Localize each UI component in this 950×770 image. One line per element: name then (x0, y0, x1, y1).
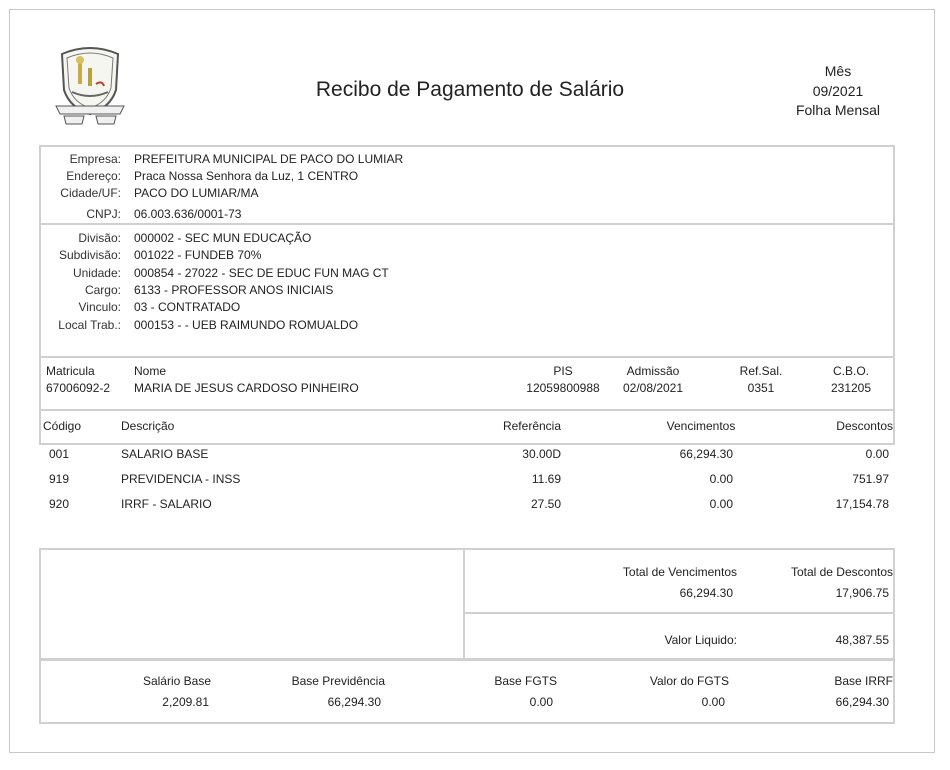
row-referencia: 11.69 (531, 472, 561, 486)
unit-label: Unidade: (72, 266, 121, 280)
base-previdencia-label: Base Previdência (291, 674, 385, 688)
salario-base-label: Salário Base (142, 674, 211, 688)
row-descontos: 17,154.78 (835, 497, 889, 511)
total-vencimentos-label: Total de Vencimentos (622, 565, 737, 579)
base-irrf-label: Base IRRF (834, 674, 893, 688)
matricula-label: Matricula (46, 364, 95, 378)
document-title: Recibo de Pagamento de Salário (315, 78, 625, 101)
valor-fgts-value: 0.00 (701, 695, 725, 709)
matricula-value: 67006092-2 (46, 381, 111, 395)
payroll-type: Folha Mensal (795, 102, 881, 118)
row-descricao: PREVIDENCIA - INSS (121, 472, 241, 486)
cnpj-value: 06.003.636/0001-73 (134, 207, 242, 221)
subdivision-label: Subdivisão: (58, 248, 121, 262)
municipal-coat-of-arms-icon (50, 40, 130, 128)
divider (465, 612, 893, 614)
unit-value: 000854 - 27022 - SEC DE EDUC FUN MAG CT (134, 266, 389, 280)
base-fgts-value: 0.00 (529, 695, 553, 709)
bond-label: Vinculo: (78, 300, 121, 314)
pis-label: PIS (553, 364, 573, 378)
admission-label: Admissão (626, 364, 680, 378)
divider (41, 658, 893, 661)
employee-name: MARIA DE JESUS CARDOSO PINHEIRO (134, 381, 359, 395)
col-codigo: Código (43, 419, 82, 433)
workplace-label: Local Trab.: (58, 318, 121, 332)
employer-employee-info-box (39, 145, 895, 445)
admission-value: 02/08/2021 (622, 381, 684, 395)
row-vencimentos: 66,294.30 (679, 447, 733, 461)
row-codigo: 001 (49, 447, 70, 461)
valor-fgts-label: Valor do FGTS (649, 674, 729, 688)
cnpj-label: CNPJ: (86, 207, 121, 221)
total-descontos-label: Total de Descontos (790, 565, 893, 579)
ref-sal-value: 0351 (747, 381, 775, 395)
row-descricao: SALARIO BASE (121, 447, 209, 461)
divider (41, 223, 893, 225)
cbo-value: 231205 (830, 381, 872, 395)
total-descontos-value: 17,906.75 (835, 586, 889, 600)
row-vencimentos: 0.00 (709, 497, 733, 511)
name-label: Nome (134, 364, 167, 378)
totals-box (39, 548, 895, 724)
pis-value: 12059800988 (526, 381, 600, 395)
col-vencimentos: Vencimentos (666, 419, 736, 433)
payslip-table-body (39, 445, 895, 525)
table-row (39, 497, 895, 514)
bond-value: 03 - CONTRATADO (134, 300, 241, 314)
ref-sal-label: Ref.Sal. (739, 364, 783, 378)
col-descricao: Descrição (121, 419, 175, 433)
month-value: 09/2021 (812, 82, 864, 99)
workplace-value: 000153 - - UEB RAIMUNDO ROMUALDO (134, 318, 359, 332)
base-previdencia-value: 66,294.30 (327, 695, 381, 709)
row-descontos: 751.97 (852, 472, 889, 486)
divider (41, 356, 893, 358)
division-value: 000002 - SEC MUN EDUCAÇÃO (134, 231, 312, 245)
row-vencimentos: 0.00 (709, 472, 733, 486)
row-referencia: 27.50 (530, 497, 561, 511)
net-value: 48,387.55 (835, 633, 889, 647)
position-label: Cargo: (84, 283, 121, 297)
month-label: Mês (824, 63, 852, 79)
row-codigo: 920 (49, 497, 70, 511)
row-codigo: 919 (49, 472, 70, 486)
row-descricao: IRRF - SALARIO (121, 497, 212, 511)
city-value: PACO DO LUMIAR/MA (134, 186, 259, 200)
col-descontos: Descontos (836, 419, 893, 433)
period-block (780, 62, 896, 121)
division-label: Divisão: (78, 231, 121, 245)
total-vencimentos-value: 66,294.30 (679, 586, 733, 600)
subdivision-value: 001022 - FUNDEB 70% (134, 248, 262, 262)
city-label: Cidade/UF: (60, 186, 121, 200)
base-irrf-value: 66,294.30 (835, 695, 889, 709)
col-referencia: Referência (502, 419, 561, 433)
cbo-label: C.B.O. (832, 364, 869, 378)
row-referencia: 30.00D (522, 447, 561, 461)
company-label: Empresa: (69, 152, 121, 166)
divider (41, 409, 893, 411)
base-fgts-label: Base FGTS (494, 674, 557, 688)
salario-base-value: 2,209.81 (162, 695, 209, 709)
table-row (39, 447, 895, 464)
company-value: PREFEITURA MUNICIPAL DE PACO DO LUMIAR (134, 152, 404, 166)
address-value: Praca Nossa Senhora da Luz, 1 CENTRO (134, 169, 359, 183)
table-row (39, 472, 895, 489)
divider (463, 550, 465, 658)
address-label: Endereço: (66, 169, 121, 183)
position-value: 6133 - PROFESSOR ANOS INICIAIS (134, 283, 334, 297)
net-value-label: Valor Liquido: (664, 633, 737, 647)
row-descontos: 0.00 (865, 447, 889, 461)
